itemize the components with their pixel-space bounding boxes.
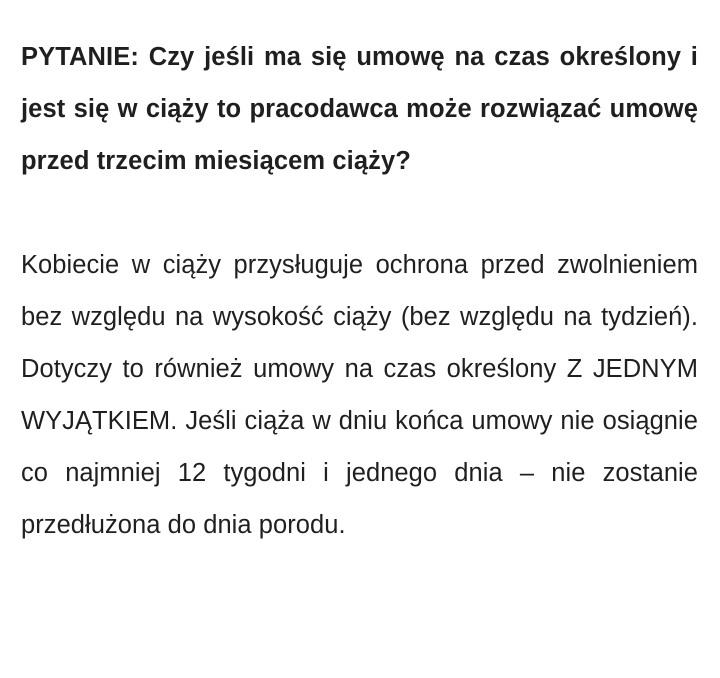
answer-paragraph: Kobiecie w ciąży przysługuje ochrona przed zwolnieniem bez względu na wysokość ciąży (bez względu na tydzień). Dotyczy to również umowy na czas określony Z JEDNYM WYJĄTKIEM. Jeśli ciąża w dniu końca umowy nie osiągnie co najmniej 12 tygodni i jednego dnia – nie zostanie przedłużona do dnia porodu. <box>21 251 698 539</box>
article-content <box>21 31 698 551</box>
question-paragraph: PYTANIE: Czy jeśli ma się umowę na czas określony i jest się w ciąży to pracodawca może rozwiązać umowę przed trzecim miesiącem ciąży? <box>21 43 698 175</box>
